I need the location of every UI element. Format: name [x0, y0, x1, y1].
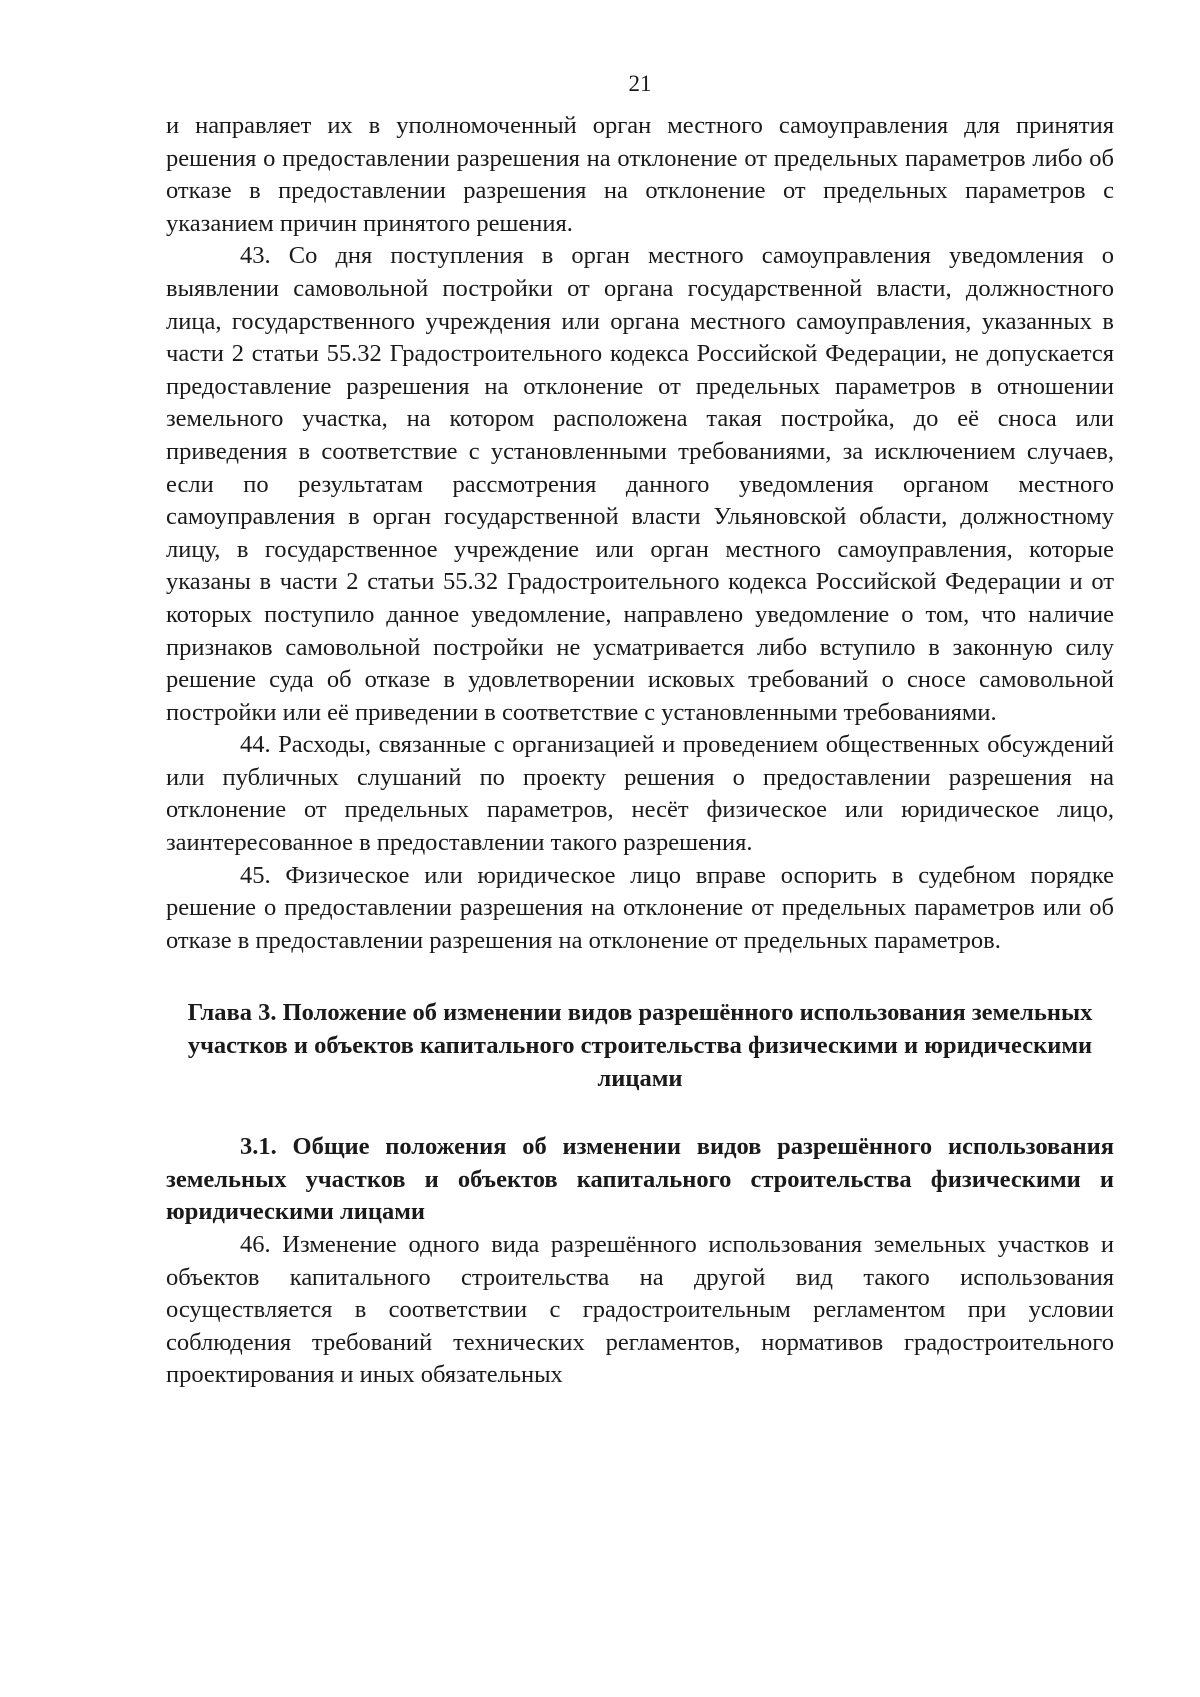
document-page	[166, 68, 1114, 1392]
section-title: 3.1. Общие положения об изменении видов разрешённого использования земельных участков и объектов капитального строительства физическими и юридическими лицами	[166, 1133, 1114, 1226]
paragraph-43: 43. Со дня поступления в орган местного самоуправления уведомления о выявлении самовольной постройки от органа государственной власти, должностного лица, государственного учреждения или органа местного самоуправления, указанных в части 2 статьи 55.32 Градостроительного кодекса Российской Федерации, не допускается предоставление разрешения на отклонение от предельных параметров в отношении земельного участка, на котором расположена такая постройка, до её сноса или приведения в соответствие с установленными требованиями, за исключением случаев, если по результатам рассмотрения данного уведомления органом местного самоуправления в орган государственной власти Ульяновской области, должностному лицу, в государственное учреждение или орган местного самоуправления, которые указаны в части 2 статьи 55.32 Градостроительного кодекса Российской Федерации и от которых поступило данное уведомление, направлено уведомление о том, что наличие признаков самовольной постройки не усматривается либо вступило в законную силу решение суда об отказе в удовлетворении исковых требований о сносе самовольной постройки или её приведении в соответствие с установленными требованиями.	[166, 242, 1114, 726]
paragraph-continuation: и направляет их в уполномоченный орган местного самоуправления для принятия решения о предоставлении разрешения на отклонение от предельных параметров либо об отказе в предоставлении разрешения на отклонение от предельных параметров с указанием причин принятого решения.	[166, 112, 1114, 237]
page-number: 21	[628, 71, 652, 96]
paragraph-45: 45. Физическое или юридическое лицо вправе оспорить в судебном порядке решение о предоставлении разрешения на отклонение от предельных параметров или об отказе в предоставлении разрешения на отклонение от предельных параметров.	[166, 861, 1114, 954]
chapter-title: Глава 3. Положение об изменении видов разрешённого использования земельных участков и объектов капитального строительства физическими и юридическими лицами	[187, 999, 1093, 1092]
paragraph-46: 46. Изменение одного вида разрешённого использования земельных участков и объектов капитального строительства на другой вид такого использования осуществляется в соответствии с градостроительным регламентом при условии соблюдения требований технических регламентов, нормативов градостроительного проектирования и иных обязательных	[166, 1231, 1114, 1389]
paragraph-44: 44. Расходы, связанные с организацией и проведением общественных обсуждений или публичных слушаний по проекту решения о предоставлении разрешения на отклонение от предельных параметров, несёт физическое или юридическое лицо, заинтересованное в предоставлении такого разрешения.	[166, 731, 1114, 857]
